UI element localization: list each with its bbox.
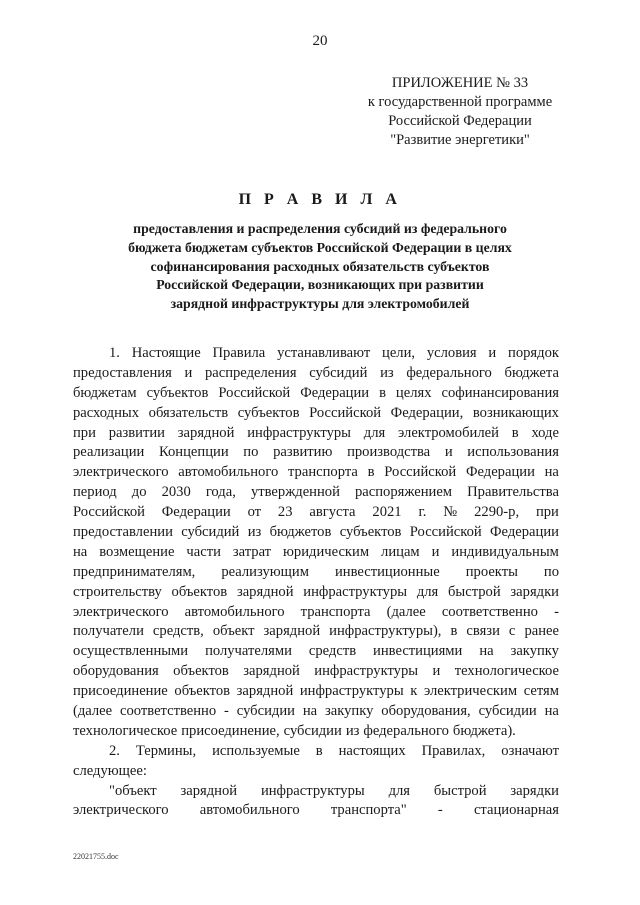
document-body [73, 344, 559, 821]
subtitle-line: бюджета бюджетам субъектов Российской Федерации в целях [128, 239, 512, 255]
appendix-line: "Развитие энергетики" [390, 132, 530, 148]
body-text-line: расходных обязательств субъектов Российской Федерации, возникающих [73, 404, 559, 421]
body-text-line: предоставления и распределения субсидий из федерального бюджета [73, 364, 559, 381]
body-text-line: бюджетам субъектов Российской Федерации в целях софинансирования [73, 384, 559, 401]
subtitle-line: зарядной инфраструктуры для электромобилей [170, 296, 470, 312]
appendix-block [340, 74, 580, 150]
body-text-line: электрического автомобильного транспорта (далее соответственно - [73, 603, 559, 620]
body-text-line: при развитии зарядной инфраструктуры для электромобилей в ходе [73, 424, 559, 441]
body-text-line: технологическое присоединение, субсидии из федерального бюджета). [73, 722, 516, 739]
document-title: П Р А В И Л А [238, 191, 402, 208]
appendix-line: Российской Федерации [388, 113, 532, 129]
file-name-footer: 22021755.doc [73, 852, 119, 861]
body-text-line: Российской Федерации от 23 августа 2021 г. № 2290-р, при [73, 504, 559, 521]
body-text-line: период до 2030 года, утвержденной распоряжением Правительства [73, 484, 559, 501]
body-text-line: оборудования объектов зарядной инфраструктуры и технологическое [73, 663, 559, 680]
subtitle-line: Российской Федерации, возникающих при развитии [156, 277, 484, 293]
body-text-line: 1. Настоящие Правила устанавливают цели, условия и порядок [109, 345, 559, 361]
body-text-line: осуществленными получателями средств инвестициями на закупку [73, 643, 559, 660]
body-text-line: предоставлении субсидий из бюджетов субъектов Российской Федерации [73, 524, 559, 541]
body-text-line: присоединение объектов зарядной инфраструктуры к электрическим сетям [73, 683, 559, 700]
body-text-line: реализации Концепции по развитию производства и использования [73, 444, 559, 461]
page-number: 20 [312, 33, 328, 49]
body-text-line: следующее: [73, 762, 147, 779]
subtitle-line: софинансирования расходных обязательств субъектов [150, 258, 490, 274]
body-text-line: (далее соответственно - субсидии на закупку оборудования, субсидии на [73, 703, 559, 720]
appendix-line: к государственной программе [367, 94, 553, 110]
appendix-title: ПРИЛОЖЕНИЕ № 33 [391, 75, 529, 91]
document-subtitle [95, 220, 545, 314]
body-text-line: электрического автомобильного транспорта" - стационарная [73, 802, 559, 819]
body-text-line: "объект зарядной инфраструктуры для быстрой зарядки [109, 782, 559, 799]
subtitle-line: предоставления и распределения субсидий из федерального [133, 221, 507, 236]
body-text-line: строительству объектов зарядной инфраструктуры для быстрой зарядки [73, 583, 559, 600]
body-text-line: предпринимателям, реализующим инвестиционные проекты по [73, 563, 559, 580]
body-text-line: получатели средств, объект зарядной инфраструктуры), в связи с ранее [73, 623, 559, 640]
body-text-line: 2. Термины, используемые в настоящих Правилах, означают [109, 742, 559, 759]
body-text-line: электрического автомобильного транспорта в Российской Федерации на [73, 464, 559, 481]
body-text-line: на возмещение части затрат юридическим лицам и индивидуальным [73, 543, 559, 560]
